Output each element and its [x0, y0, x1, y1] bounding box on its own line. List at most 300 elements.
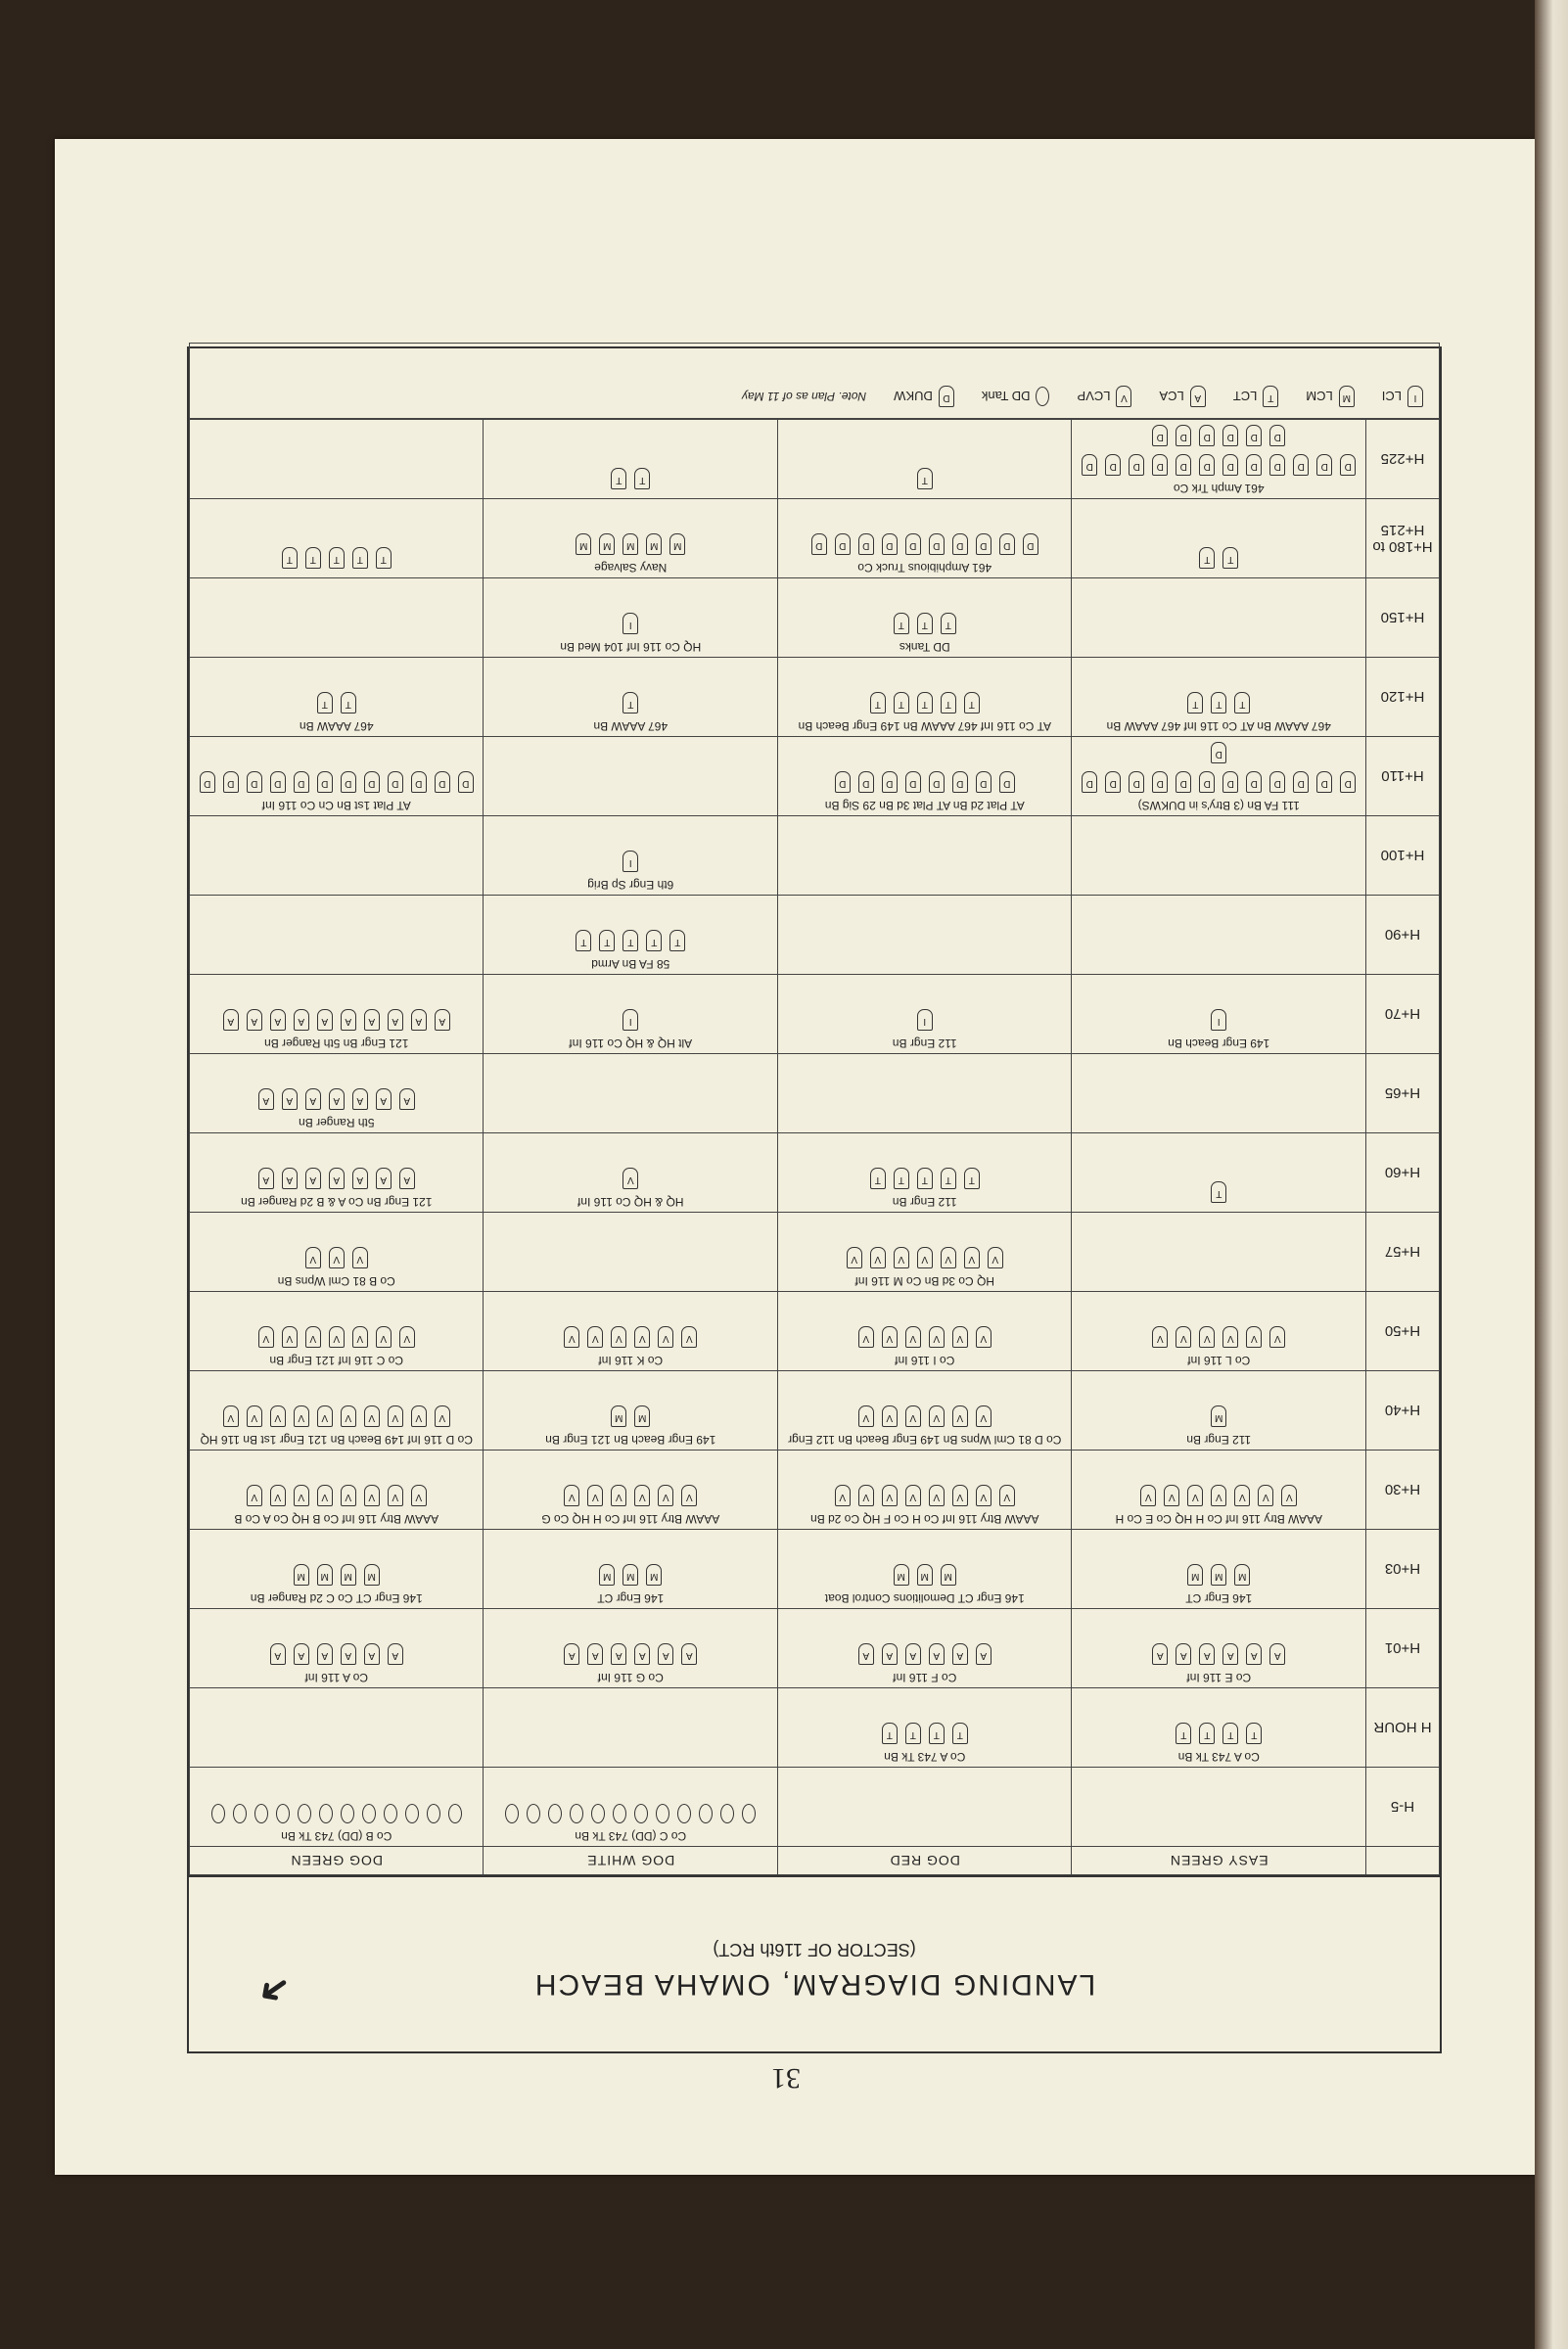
- landing-craft-icon: T: [341, 692, 356, 714]
- time-label: H+65: [1366, 1054, 1440, 1133]
- landing-craft-icon: M: [646, 1564, 662, 1586]
- legend-lct-label: LCT: [1232, 389, 1258, 404]
- landing-craft-icon: I: [623, 851, 638, 872]
- landing-craft-icon: T: [1222, 1723, 1238, 1744]
- landing-craft-icon: A: [929, 1643, 945, 1665]
- landing-craft-icon: [384, 1804, 397, 1823]
- landing-craft-icon: T: [634, 468, 650, 489]
- landing-craft-icon: M: [1234, 1564, 1250, 1586]
- wave-cell: [484, 658, 778, 737]
- landing-craft-icon: V: [905, 1485, 921, 1506]
- landing-craft-icon: V: [929, 1326, 945, 1348]
- time-label: H+03: [1366, 1530, 1440, 1609]
- landing-craft-icon: V: [411, 1405, 427, 1427]
- landing-craft-icon: V: [858, 1405, 874, 1427]
- landing-craft-icon: T: [611, 468, 626, 489]
- landing-craft-icon: [362, 1804, 376, 1823]
- unit-label: 467 AAAW Bn: [299, 719, 374, 733]
- wave-cell: [778, 1688, 1073, 1768]
- landing-craft-icon: M: [611, 1405, 626, 1427]
- wave-cell: [778, 1213, 1073, 1292]
- boat-group: [196, 1168, 478, 1189]
- boat-group: [784, 1723, 1066, 1744]
- landing-craft-icon: V: [929, 1485, 945, 1506]
- landing-craft-icon: T: [941, 1168, 956, 1189]
- wave-cell: [778, 737, 1073, 816]
- landing-craft-icon: T: [905, 1723, 921, 1744]
- landing-craft-icon: T: [894, 613, 909, 634]
- landing-craft-icon: A: [364, 1643, 380, 1665]
- landing-craft-icon: V: [376, 1326, 392, 1348]
- landing-craft-icon: D: [999, 533, 1015, 555]
- landing-craft-icon: A: [352, 1168, 368, 1189]
- boat-group: [1079, 1181, 1360, 1203]
- landing-craft-icon: [634, 1804, 648, 1823]
- landing-craft-icon: V: [611, 1485, 626, 1506]
- unit-label: HQ Co 3d Bn Co M 116 Inf: [854, 1274, 995, 1288]
- unit-label: 461 Amph Trk Co: [1173, 482, 1265, 495]
- landing-craft-icon: D: [364, 771, 380, 793]
- unit-label: Co E 116 Inf: [1186, 1671, 1252, 1684]
- landing-craft-icon: D: [1340, 454, 1356, 476]
- wave-cell: [484, 975, 778, 1054]
- landing-craft-icon: V: [858, 1485, 874, 1506]
- landing-craft-icon: M: [317, 1564, 333, 1586]
- landing-craft-icon: V: [658, 1326, 673, 1348]
- landing-craft-icon: D: [976, 533, 992, 555]
- landing-craft-icon: V: [1222, 1326, 1238, 1348]
- landing-craft-icon: T: [1234, 692, 1250, 714]
- wave-cell: [1072, 816, 1366, 896]
- landing-craft-icon: M: [941, 1564, 956, 1586]
- landing-craft-icon: A: [341, 1009, 356, 1031]
- unit-label: 6th Engr Sp Brig: [587, 878, 674, 892]
- landing-craft-icon: D: [858, 533, 874, 555]
- unit-label: Co A 116 Inf: [304, 1671, 368, 1684]
- landing-craft-icon: V: [681, 1485, 697, 1506]
- landing-craft-icon: [699, 1804, 713, 1823]
- time-row: [190, 578, 1440, 658]
- boat-group: [196, 1405, 478, 1427]
- wave-cell: [778, 658, 1073, 737]
- plan-note: Note. Plan as of 11 May: [741, 390, 867, 403]
- wave-cell: [778, 1451, 1073, 1530]
- landing-craft-icon: T: [599, 930, 615, 951]
- unit-label: 121 Engr Bn Co A & B 2d Ranger Bn: [241, 1195, 433, 1209]
- time-row: [190, 499, 1440, 578]
- wave-cell: [1072, 1451, 1366, 1530]
- landing-craft-icon: V: [623, 1168, 638, 1189]
- landing-craft-icon: [233, 1804, 247, 1823]
- landing-craft-icon: D: [882, 771, 898, 793]
- landing-craft-icon: T: [329, 547, 345, 569]
- boat-group: [196, 1088, 478, 1110]
- wave-cell: [484, 1609, 778, 1688]
- landing-craft-icon: T: [623, 930, 638, 951]
- landing-craft-icon: M: [917, 1564, 933, 1586]
- landing-craft-icon: I: [623, 1009, 638, 1031]
- landing-craft-icon: A: [564, 1643, 579, 1665]
- boat-group: [490, 1564, 772, 1586]
- landing-craft-icon: V: [341, 1485, 356, 1506]
- landing-craft-icon: D: [999, 771, 1015, 793]
- landing-craft-icon: T: [1246, 1723, 1262, 1744]
- unit-label: Co C (DD) 743 Tk Bn: [575, 1829, 687, 1843]
- landing-craft-icon: M: [669, 533, 685, 555]
- wave-cell: [778, 1054, 1073, 1133]
- landing-craft-icon: D: [811, 533, 827, 555]
- boat-group: [1079, 1564, 1360, 1586]
- unit-label: Co B (DD) 743 Tk Bn: [281, 1829, 392, 1843]
- wave-cell: [1072, 737, 1366, 816]
- boat-group: [490, 1168, 772, 1189]
- unit-label: AT Plat 1st Bn Cn Co 116 Inf: [261, 799, 411, 812]
- wave-cell: [778, 1371, 1073, 1451]
- landing-craft-icon: M: [623, 533, 638, 555]
- wave-cell: [484, 1688, 778, 1768]
- lcm-icon: M: [1339, 386, 1355, 407]
- landing-craft-icon: A: [294, 1009, 309, 1031]
- landing-craft-icon: [211, 1804, 225, 1823]
- landing-craft-icon: D: [270, 771, 286, 793]
- column-header-row: [190, 1847, 1440, 1875]
- unit-label: Alt HQ & HQ Co 116 Inf: [569, 1036, 693, 1050]
- landing-craft-icon: [548, 1804, 562, 1823]
- landing-craft-icon: D: [1176, 425, 1191, 446]
- unit-label: DD Tanks: [899, 640, 950, 654]
- boat-group: [196, 1804, 478, 1823]
- landing-craft-icon: T: [576, 930, 591, 951]
- boat-group: [490, 1485, 772, 1506]
- landing-craft-icon: A: [270, 1009, 286, 1031]
- landing-craft-icon: D: [1293, 771, 1309, 793]
- boat-group: [784, 1485, 1066, 1506]
- landing-craft-icon: D: [1082, 771, 1097, 793]
- landing-craft-icon: T: [646, 930, 662, 951]
- time-label: H HOUR: [1366, 1688, 1440, 1768]
- time-label: H+90: [1366, 896, 1440, 975]
- landing-craft-icon: V: [329, 1326, 345, 1348]
- landing-craft-icon: T: [305, 547, 321, 569]
- landing-craft-icon: V: [941, 1247, 956, 1268]
- unit-label: Co A 743 Tk Bn: [1177, 1750, 1260, 1764]
- landing-craft-icon: A: [1222, 1643, 1238, 1665]
- wave-cell: [190, 816, 484, 896]
- legend-lct: [1233, 386, 1279, 407]
- landing-craft-icon: D: [976, 771, 992, 793]
- landing-craft-icon: A: [905, 1643, 921, 1665]
- landing-craft-icon: A: [882, 1643, 898, 1665]
- boat-group: [490, 692, 772, 714]
- landing-craft-icon: T: [669, 930, 685, 951]
- boat-group: [784, 1247, 1066, 1268]
- landing-craft-icon: T: [376, 547, 392, 569]
- boat-group: [784, 533, 1066, 555]
- landing-craft-icon: V: [564, 1485, 579, 1506]
- landing-craft-icon: D: [929, 771, 945, 793]
- column-dog-white: DOG WHITE: [484, 1847, 778, 1875]
- boat-group: [1079, 692, 1360, 714]
- wave-cell: [190, 1688, 484, 1768]
- wave-cell: [484, 896, 778, 975]
- unit-label: Co I 116 Inf: [895, 1354, 955, 1367]
- landing-craft-icon: V: [952, 1405, 968, 1427]
- landing-craft-icon: T: [317, 692, 333, 714]
- landing-craft-icon: T: [894, 692, 909, 714]
- time-row: [190, 1609, 1440, 1688]
- wave-cell: [1072, 1371, 1366, 1451]
- landing-craft-icon: D: [458, 771, 474, 793]
- wave-cell: [778, 499, 1073, 578]
- boat-group: [1079, 1405, 1360, 1427]
- landing-craft-icon: D: [835, 771, 851, 793]
- unit-label: 467 AAAW Bn: [593, 719, 669, 733]
- landing-craft-icon: A: [376, 1088, 392, 1110]
- landing-craft-icon: D: [1222, 425, 1238, 446]
- wave-cell: [1072, 1213, 1366, 1292]
- wave-cell: [190, 1530, 484, 1609]
- wave-cell: [1072, 1530, 1366, 1609]
- unit-label: Navy Salvage: [594, 561, 668, 575]
- landing-craft-icon: V: [341, 1405, 356, 1427]
- landing-craft-icon: A: [329, 1088, 345, 1110]
- landing-craft-icon: A: [952, 1643, 968, 1665]
- wave-cell: [190, 499, 484, 578]
- time-row: [190, 1530, 1440, 1609]
- lcvp-icon: V: [1116, 386, 1131, 407]
- landing-craft-icon: V: [352, 1326, 368, 1348]
- landing-craft-icon: V: [282, 1326, 298, 1348]
- wave-cell: [1072, 658, 1366, 737]
- landing-craft-icon: V: [1258, 1485, 1273, 1506]
- wave-cell: [1072, 578, 1366, 658]
- boat-group: [1079, 547, 1360, 569]
- landing-craft-icon: T: [929, 1723, 945, 1744]
- landing-craft-icon: V: [858, 1326, 874, 1348]
- landing-craft-icon: V: [317, 1405, 333, 1427]
- wave-cell: [190, 420, 484, 499]
- landing-craft-icon: V: [435, 1405, 450, 1427]
- wave-cell: [484, 1451, 778, 1530]
- book-spine: [1535, 0, 1568, 2349]
- landing-craft-icon: T: [1222, 547, 1238, 569]
- unit-label: AAAW Btry 116 Inf Co B HQ Co A Co B: [234, 1512, 439, 1526]
- wave-cell: [778, 420, 1073, 499]
- unit-label: 5th Ranger Bn: [299, 1116, 375, 1129]
- boat-group: [490, 851, 772, 872]
- landing-craft-icon: V: [388, 1485, 403, 1506]
- landing-craft-icon: V: [1246, 1326, 1262, 1348]
- legend-lci-label: LCI: [1381, 389, 1402, 404]
- wave-cell: [1072, 499, 1366, 578]
- time-row: [190, 1371, 1440, 1451]
- boat-group: [1079, 1723, 1360, 1744]
- unit-label: 149 Engr Beach Bn: [1168, 1036, 1270, 1050]
- landing-craft-icon: T: [964, 1168, 980, 1189]
- legend-lcvp-label: LCVP: [1077, 389, 1111, 404]
- landing-craft-icon: D: [952, 533, 968, 555]
- lci-icon: I: [1407, 386, 1423, 407]
- landing-craft-icon: D: [294, 771, 309, 793]
- landing-craft-icon: V: [223, 1405, 239, 1427]
- boat-group: [490, 468, 772, 489]
- landing-craft-icon: V: [1234, 1485, 1250, 1506]
- wave-cell: [778, 816, 1073, 896]
- landing-craft-icon: M: [634, 1405, 650, 1427]
- landing-craft-icon: [254, 1804, 268, 1823]
- boat-group: [784, 1009, 1066, 1031]
- landing-craft-icon: V: [1164, 1485, 1179, 1506]
- boat-group: [490, 1804, 772, 1823]
- landing-craft-icon: V: [258, 1326, 274, 1348]
- wave-cell: [190, 975, 484, 1054]
- landing-craft-icon: A: [376, 1168, 392, 1189]
- landing-craft-icon: V: [882, 1326, 898, 1348]
- landing-craft-icon: [591, 1804, 605, 1823]
- column-easy-green: EASY GREEN: [1072, 1847, 1366, 1875]
- boat-group: [490, 1009, 772, 1031]
- time-label: H+180 to H+215: [1366, 499, 1440, 578]
- landing-craft-icon: D: [1152, 454, 1168, 476]
- boat-group: [196, 1247, 478, 1268]
- time-row: [190, 737, 1440, 816]
- boat-group: [490, 1405, 772, 1427]
- landing-craft-icon: T: [941, 692, 956, 714]
- unit-label: 112 Engr Bn: [1186, 1433, 1252, 1447]
- unit-label: AAAW Btry 116 Inf Co H HQ Co E Co H: [1115, 1512, 1322, 1526]
- boat-group: [784, 468, 1066, 489]
- unit-label: HQ Co 116 Inf 104 Med Bn: [560, 640, 702, 654]
- lca-icon: A: [1190, 386, 1206, 407]
- landing-craft-icon: A: [634, 1643, 650, 1665]
- landing-craft-icon: D: [1222, 771, 1238, 793]
- landing-craft-icon: V: [294, 1405, 309, 1427]
- legend-lcm: [1306, 386, 1354, 407]
- unit-label: 146 Engr CT Demolitions Control Boat: [824, 1591, 1025, 1605]
- unit-label: 461 Amphibious Truck Co: [857, 561, 992, 575]
- landing-craft-icon: V: [294, 1485, 309, 1506]
- legend-dukw-label: DUKW: [894, 389, 933, 404]
- landing-craft-icon: I: [917, 1009, 933, 1031]
- boat-group: [196, 1009, 478, 1031]
- landing-craft-icon: D: [929, 533, 945, 555]
- landing-craft-icon: V: [905, 1405, 921, 1427]
- landing-craft-icon: V: [634, 1485, 650, 1506]
- landing-craft-icon: A: [305, 1088, 321, 1110]
- wave-cell: [190, 1054, 484, 1133]
- landing-craft-icon: D: [882, 533, 898, 555]
- landing-craft-icon: A: [1269, 1643, 1285, 1665]
- unit-label: Co F 116 Inf: [893, 1671, 957, 1684]
- landing-craft-icon: A: [364, 1009, 380, 1031]
- column-dog-red: DOG RED: [778, 1847, 1073, 1875]
- time-row: [190, 420, 1440, 499]
- unit-label: 149 Engr Beach Bn 121 Engr Bn: [545, 1433, 716, 1447]
- boat-group: [490, 613, 772, 634]
- landing-craft-icon: V: [1211, 1485, 1226, 1506]
- landing-craft-icon: M: [576, 533, 591, 555]
- landing-craft-icon: A: [399, 1168, 415, 1189]
- unit-label: AT Plat 2d Bn AT Plat 3d Bn 29 Sig Bn: [824, 799, 1025, 812]
- wave-cell: [1072, 1609, 1366, 1688]
- time-label: H+110: [1366, 737, 1440, 816]
- landing-craft-icon: D: [1199, 454, 1215, 476]
- landing-craft-icon: D: [1199, 771, 1215, 793]
- landing-craft-icon: D: [1176, 454, 1191, 476]
- landing-craft-icon: V: [882, 1485, 898, 1506]
- landing-craft-icon: A: [317, 1643, 333, 1665]
- unit-label: 112 Engr Bn: [892, 1036, 957, 1050]
- landing-craft-icon: A: [294, 1643, 309, 1665]
- landing-craft-icon: A: [1199, 1643, 1215, 1665]
- legend-dd: [982, 387, 1050, 406]
- unit-label: 112 Engr Bn: [892, 1195, 957, 1209]
- landing-craft-icon: I: [1211, 1009, 1226, 1031]
- landing-craft-icon: T: [964, 692, 980, 714]
- landing-craft-icon: D: [1129, 771, 1144, 793]
- landing-craft-icon: [319, 1804, 333, 1823]
- time-label: H+100: [1366, 816, 1440, 896]
- wave-cell: [484, 499, 778, 578]
- landing-craft-icon: M: [623, 1564, 638, 1586]
- unit-label: Co D 116 Inf 149 Beach Bn 121 Engr 1st Bn 116 HQ: [200, 1433, 473, 1447]
- landing-craft-icon: V: [305, 1247, 321, 1268]
- landing-craft-icon: D: [1129, 454, 1144, 476]
- time-header: [1366, 1847, 1440, 1875]
- landing-craft-icon: D: [1023, 533, 1038, 555]
- landing-craft-icon: A: [411, 1009, 427, 1031]
- landing-craft-icon: V: [399, 1326, 415, 1348]
- time-label: H+150: [1366, 578, 1440, 658]
- wave-cell: [484, 1530, 778, 1609]
- landing-craft-icon: A: [258, 1168, 274, 1189]
- title-area: [189, 1875, 1440, 2051]
- boat-group: [784, 1168, 1066, 1189]
- time-label: H+50: [1366, 1292, 1440, 1371]
- legend-lca: [1159, 386, 1205, 407]
- wave-cell: [1072, 975, 1366, 1054]
- landing-craft-icon: T: [623, 692, 638, 714]
- landing-craft-icon: D: [1246, 454, 1262, 476]
- landing-craft-icon: T: [917, 468, 933, 489]
- time-row: [190, 1451, 1440, 1530]
- time-label: H+60: [1366, 1133, 1440, 1213]
- landing-craft-icon: [405, 1804, 419, 1823]
- landing-craft-icon: A: [270, 1643, 286, 1665]
- dd-tank-icon: [1036, 387, 1049, 406]
- unit-label: Co K 116 Inf: [598, 1354, 664, 1367]
- landing-craft-icon: [720, 1804, 734, 1823]
- wave-cell: [484, 420, 778, 499]
- landing-craft-icon: V: [952, 1326, 968, 1348]
- landing-craft-icon: A: [587, 1643, 603, 1665]
- landing-craft-icon: A: [1246, 1643, 1262, 1665]
- landing-craft-icon: A: [317, 1009, 333, 1031]
- legend-dukw: [894, 386, 954, 407]
- landing-craft-icon: [276, 1804, 290, 1823]
- landing-craft-icon: D: [1105, 771, 1121, 793]
- landing-craft-icon: V: [847, 1247, 862, 1268]
- landing-table: [189, 419, 1440, 1875]
- landing-craft-icon: D: [1269, 425, 1285, 446]
- boat-group: [1079, 1485, 1360, 1506]
- landing-craft-icon: V: [329, 1247, 345, 1268]
- landing-craft-icon: M: [1187, 1564, 1203, 1586]
- landing-craft-icon: D: [1105, 454, 1121, 476]
- landing-craft-icon: A: [1176, 1643, 1191, 1665]
- unit-label: 111 FA Bn (3 Btry's in DUKWS): [1137, 799, 1300, 812]
- landing-craft-icon: [341, 1804, 354, 1823]
